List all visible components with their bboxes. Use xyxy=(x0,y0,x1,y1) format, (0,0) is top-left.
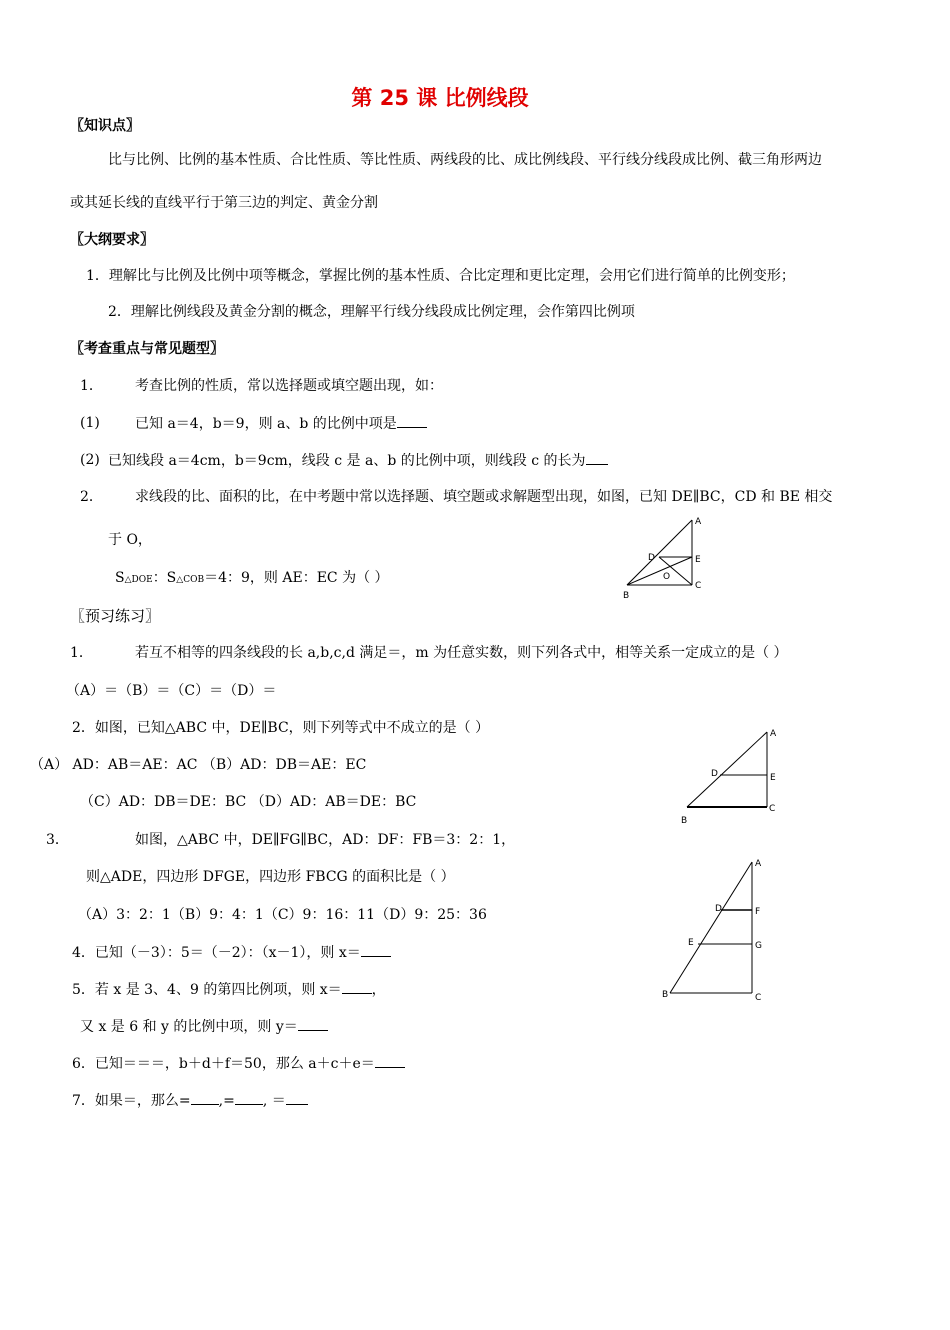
answer-blank xyxy=(375,1053,405,1068)
exam-s1-line xyxy=(135,413,427,434)
answer-blank xyxy=(586,450,608,465)
exam-s2-number: (2) xyxy=(80,452,100,468)
preview-p5b-line xyxy=(80,1016,328,1037)
side-ab xyxy=(627,520,692,585)
figure-triangle-de-bc-intersect xyxy=(615,512,725,602)
preview-p2-text: 2．如图，已知△ABC 中，DE∥BC，则下列等式中不成立的是（ ） xyxy=(72,720,490,736)
side-ab xyxy=(670,862,752,993)
section-heading-knowledge: 〖知识点〗 xyxy=(70,118,140,134)
outline-item-1: 1．理解比与比例及比例中项等概念，掌握比例的基本性质、合比定理和更比定理，会用它们进行简单的比例变形； xyxy=(86,268,795,284)
preview-p3-continuation: 则△ADE，四边形 DFGE，四边形 FBCG 的面积比是（ ） xyxy=(86,869,455,885)
subscript-cob: △COB xyxy=(176,575,205,585)
answer-blank xyxy=(191,1090,219,1105)
exam-q1-text: 考查比例的性质，常以选择题或填空题出现，如： xyxy=(135,378,443,394)
label-d: D xyxy=(648,553,655,563)
answer-blank xyxy=(298,1016,328,1031)
preview-p2-options-ab: （A） AD：AB＝AE：AC （B）AD：DB＝AE：EC xyxy=(30,757,367,773)
exam-ratio-line xyxy=(115,568,389,590)
label-b: B xyxy=(662,990,669,1000)
subscript-doe: △DOE xyxy=(124,575,153,585)
section-heading-outline: 〖大纲要求〗 xyxy=(70,232,154,248)
exam-s2-text: 已知线段 a＝4cm，b＝9cm，线段 c 是 a、b 的比例中项，则线段 c 的长为 xyxy=(108,453,586,469)
exam-q2-continuation: 于 O， xyxy=(108,532,152,548)
preview-p7-line xyxy=(72,1090,308,1111)
label-b: B xyxy=(623,591,630,601)
knowledge-line-1: 比与比例、比例的基本性质、合比性质、等比性质、两线段的比、成比例线段、平行线分线段成比例、截三角形两边 xyxy=(108,152,822,168)
preview-p1-text: 若互不相等的四条线段的长 a,b,c,d 满足＝，m 为任意实数，则下列各式中，相等关系一定成立的是（ ） xyxy=(135,645,788,661)
label-a: A xyxy=(695,517,702,527)
side-ab xyxy=(687,732,767,807)
preview-p5-comma: ， xyxy=(371,982,386,998)
label-c: C xyxy=(695,581,702,591)
preview-p5-text: 5．若 x 是 3、4、9 的第四比例项，则 x＝ xyxy=(72,982,342,998)
answer-blank xyxy=(397,413,427,428)
label-d: D xyxy=(715,904,722,914)
exam-s2-line xyxy=(108,450,608,471)
exam-q1-number: 1． xyxy=(80,378,103,394)
preview-p6-line xyxy=(72,1053,405,1074)
label-o: O xyxy=(663,572,671,582)
label-e: E xyxy=(770,773,776,783)
exam-q2-text: 求线段的比、面积的比，在中考题中常以选择题、填空题或求解题型出现，如图，已知 DE∥BC，CD 和 BE 相交 xyxy=(135,489,833,505)
preview-p7-text-c: , ＝ xyxy=(262,1093,286,1109)
knowledge-line-2: 或其延长线的直线平行于第三边的判定、黄金分割 xyxy=(70,195,378,211)
preview-p1-number: 1． xyxy=(70,645,93,661)
outline-item-2: 2．理解比例线段及黄金分割的概念，理解平行线分线段成比例定理，会作第四比例项 xyxy=(108,304,635,320)
exam-s1-number: (1) xyxy=(80,415,100,431)
page-title: 第 25 课 比例线段 xyxy=(351,86,529,110)
preview-p6-text: 6．已知＝＝＝，b＋d＋f＝50，那么 a＋c＋e＝ xyxy=(72,1056,375,1072)
section-heading-exam: 〖考查重点与常见题型〗 xyxy=(70,341,224,357)
figure-triangle-three-parallels xyxy=(660,856,780,1006)
label-c: C xyxy=(769,804,776,814)
label-g: G xyxy=(755,941,762,951)
ratio-question: ＝4：9，则 AE：EC 为（ ） xyxy=(204,570,389,586)
preview-p7-text-a: 7．如果＝，那么= xyxy=(72,1093,191,1109)
label-a: A xyxy=(770,729,777,739)
section-heading-preview: 〖预习练习〗 xyxy=(70,607,161,625)
ratio-separator: ：S xyxy=(152,570,177,586)
answer-blank xyxy=(286,1090,308,1105)
segment-be xyxy=(627,557,692,585)
preview-p2-options-cd: （C）AD：DB＝DE：BC （D）AD：AB＝DE：BC xyxy=(80,794,417,810)
preview-p3-text: 如图，△ABC 中，DE∥FG∥BC，AD：DF：FB＝3：2：1， xyxy=(135,832,516,848)
exam-q2-number: 2． xyxy=(80,489,103,505)
answer-blank xyxy=(235,1090,263,1105)
label-a: A xyxy=(755,859,762,869)
answer-blank xyxy=(361,942,391,957)
preview-p5b-text: 又 x 是 6 和 y 的比例中项，则 y＝ xyxy=(80,1019,298,1035)
label-d: D xyxy=(711,769,718,779)
preview-p7-text-b: ,= xyxy=(218,1093,235,1109)
preview-p4-line xyxy=(72,942,391,963)
preview-p3-options: （A）3：2：1（B）9：4：1（C）9：16：11（D）9：25：36 xyxy=(78,907,487,923)
exam-s1-text: 已知 a＝4，b＝9，则 a、b 的比例中项是 xyxy=(135,416,397,432)
label-b: B xyxy=(681,816,688,826)
preview-p5-line xyxy=(72,979,386,1000)
preview-p1-options: （A）＝（B）＝（C）＝（D）＝ xyxy=(66,683,277,699)
label-e: E xyxy=(695,555,701,565)
preview-p3-number: 3． xyxy=(46,832,69,848)
area-symbol: S xyxy=(115,570,125,586)
figure-triangle-de-bc xyxy=(675,726,795,826)
preview-p4-text: 4．已知（－3）：5＝（－2）：（x－1），则 x＝ xyxy=(72,945,361,961)
label-c: C xyxy=(755,993,762,1003)
answer-blank xyxy=(342,979,372,994)
label-f: F xyxy=(755,907,761,917)
label-e: E xyxy=(688,938,694,948)
